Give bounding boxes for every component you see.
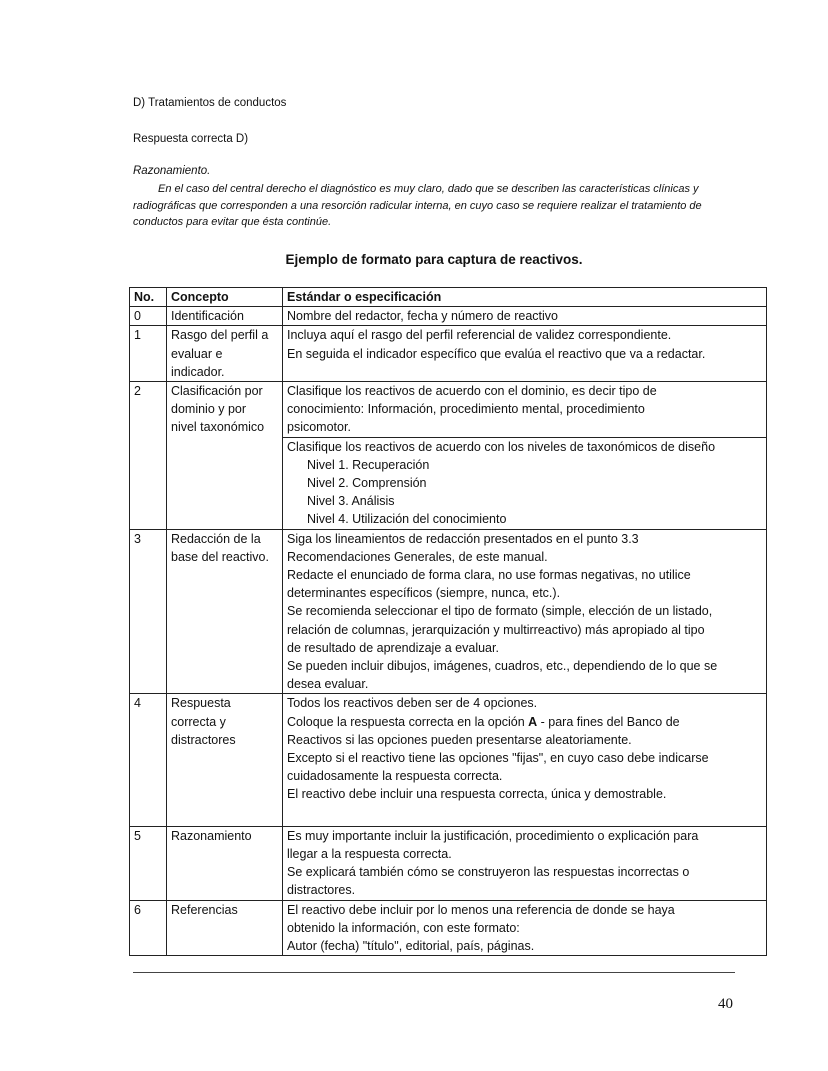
row-number: 0 — [130, 307, 167, 326]
table-row — [130, 307, 767, 326]
estandar-line-bold — [287, 713, 762, 731]
concepto-line: correcta y — [171, 714, 226, 729]
header-no: No. — [130, 288, 167, 307]
table-row — [130, 529, 767, 694]
row-estandar — [283, 694, 767, 826]
table-row — [130, 694, 767, 826]
row-estandar — [283, 900, 767, 956]
page-number: 40 — [718, 996, 733, 1012]
format-title: Ejemplo de formato para captura de reactivos. — [285, 252, 583, 267]
estandar-line: relación de columnas, jerarquización y multirreactivo) más apropiado al tipo — [287, 622, 705, 637]
estandar-line: Todos los reactivos deben ser de 4 opciones. — [287, 696, 538, 711]
correct-answer: Respuesta correcta D) — [133, 133, 249, 145]
row-number: 6 — [130, 900, 167, 956]
concepto-line: Redacción de la — [171, 531, 261, 546]
footer-divider — [133, 972, 735, 973]
estandar-line: Autor (fecha) "título", editorial, país, páginas. — [287, 938, 535, 953]
estandar-line: de resultado de aprendizaje a evaluar. — [287, 640, 499, 655]
concepto-line: Clasificación por — [171, 384, 263, 399]
row-concepto — [167, 307, 283, 326]
blank-space — [287, 804, 762, 826]
estandar-line: Incluya aquí el rasgo del perfil referencial de validez correspondiente. — [287, 328, 672, 343]
concepto-line: Rasgo del perfil a — [171, 328, 269, 343]
estandar-line: Se recomienda seleccionar el tipo de formato (simple, elección de un listado, — [287, 604, 713, 619]
row-estandar — [283, 307, 767, 326]
estandar-line: Nombre del redactor, fecha y número de reactivo — [287, 309, 558, 324]
row-concepto — [167, 826, 283, 900]
row-concepto — [167, 694, 283, 826]
row-estandar — [283, 382, 767, 438]
header-estandar: Estándar o especificación — [283, 288, 767, 307]
estandar-line: cuidadosamente la respuesta correcta. — [287, 769, 503, 784]
row-estandar — [283, 826, 767, 900]
nivel-line: Nivel 4. Utilización del conocimiento — [307, 512, 507, 527]
row-number: 4 — [130, 694, 167, 826]
option-a-bold: A — [528, 714, 538, 729]
row-concepto — [167, 326, 283, 382]
estandar-line: psicomotor. — [287, 420, 351, 435]
nivel-line: Nivel 2. Comprensión — [307, 476, 427, 491]
row-estandar-niveles — [283, 437, 767, 529]
estandar-line: llegar a la respuesta correcta. — [287, 846, 452, 861]
estandar-line: El reactivo debe incluir por lo menos una referencia de donde se haya — [287, 902, 675, 917]
concepto-line: dominio y por — [171, 402, 247, 417]
row-concepto — [167, 382, 283, 530]
answer-option-d: D) Tratamientos de conductos — [133, 97, 287, 109]
estandar-line: Reactivos si las opciones pueden presentarse aleatoriamente. — [287, 732, 632, 747]
estandar-text: - para fines del Banco de — [537, 714, 680, 729]
estandar-line: Siga los lineamientos de redacción presentados en el punto 3.3 — [287, 531, 639, 546]
row-number: 3 — [130, 529, 167, 694]
concepto-line: indicador. — [171, 364, 225, 379]
estandar-line: conocimiento: Información, procedimiento mental, procedimiento — [287, 402, 645, 417]
concepto-line: Respuesta — [171, 696, 231, 711]
estandar-text: Coloque la respuesta correcta en la opción — [287, 714, 529, 729]
row-concepto — [167, 529, 283, 694]
reasoning-label: Razonamiento. — [133, 165, 211, 177]
estandar-line: Clasifique los reactivos de acuerdo con los niveles de taxonómicos de diseño — [287, 439, 716, 454]
row-estandar — [283, 326, 767, 382]
estandar-line: Se pueden incluir dibujos, imágenes, cuadros, etc., dependiendo de lo que se — [287, 659, 718, 674]
table-header-row — [130, 288, 767, 307]
estandar-line: En seguida el indicador específico que evalúa el reactivo que va a redactar. — [287, 346, 706, 361]
estandar-line: Se explicará también cómo se construyeron las respuestas incorrectas o — [287, 865, 690, 880]
estandar-line: Excepto si el reactivo tiene las opciones "fijas", en cuyo caso debe indicarse — [287, 751, 709, 766]
estandar-line: Clasifique los reactivos de acuerdo con el dominio, es decir tipo de — [287, 384, 657, 399]
concepto-line: distractores — [171, 732, 236, 747]
estandar-line: distractores. — [287, 883, 356, 898]
estandar-line: Es muy importante incluir la justificación, procedimiento o explicación para — [287, 828, 699, 843]
format-table — [129, 287, 767, 956]
estandar-line: Recomendaciones Generales, de este manual. — [287, 549, 548, 564]
table-row — [130, 382, 767, 438]
row-number: 2 — [130, 382, 167, 530]
nivel-line: Nivel 3. Análisis — [307, 494, 395, 509]
concepto-line: Razonamiento — [171, 828, 252, 843]
row-number: 1 — [130, 326, 167, 382]
estandar-line: Redacte el enunciado de forma clara, no use formas negativas, no utilice — [287, 568, 691, 583]
concepto-line: base del reactivo. — [171, 549, 269, 564]
row-number: 5 — [130, 826, 167, 900]
estandar-line: desea evaluar. — [287, 677, 369, 692]
row-concepto — [167, 900, 283, 956]
nivel-line: Nivel 1. Recuperación — [307, 457, 430, 472]
table-row — [130, 826, 767, 900]
header-concepto: Concepto — [167, 288, 283, 307]
estandar-line: determinantes específicos (siempre, nunca, etc.). — [287, 586, 561, 601]
estandar-line: El reactivo debe incluir una respuesta correcta, única y demostrable. — [287, 787, 667, 802]
table-row — [130, 900, 767, 956]
concepto-line: Referencias — [171, 902, 238, 917]
concepto-line: evaluar e — [171, 346, 223, 361]
estandar-line: obtenido la información, con este formato: — [287, 920, 520, 935]
concepto-line: Identificación — [171, 309, 244, 324]
reasoning-text: En el caso del central derecho el diagnóstico es muy claro, dado que se describen las características clínicas y radiográficas que corresponden a una resorción radicular interna, en cuyo caso se requiere realizar el tratamiento de conductos para evitar que ésta continúe. — [133, 183, 702, 228]
table-row — [130, 326, 767, 382]
concepto-line: nivel taxonómico — [171, 420, 265, 435]
row-estandar — [283, 529, 767, 694]
